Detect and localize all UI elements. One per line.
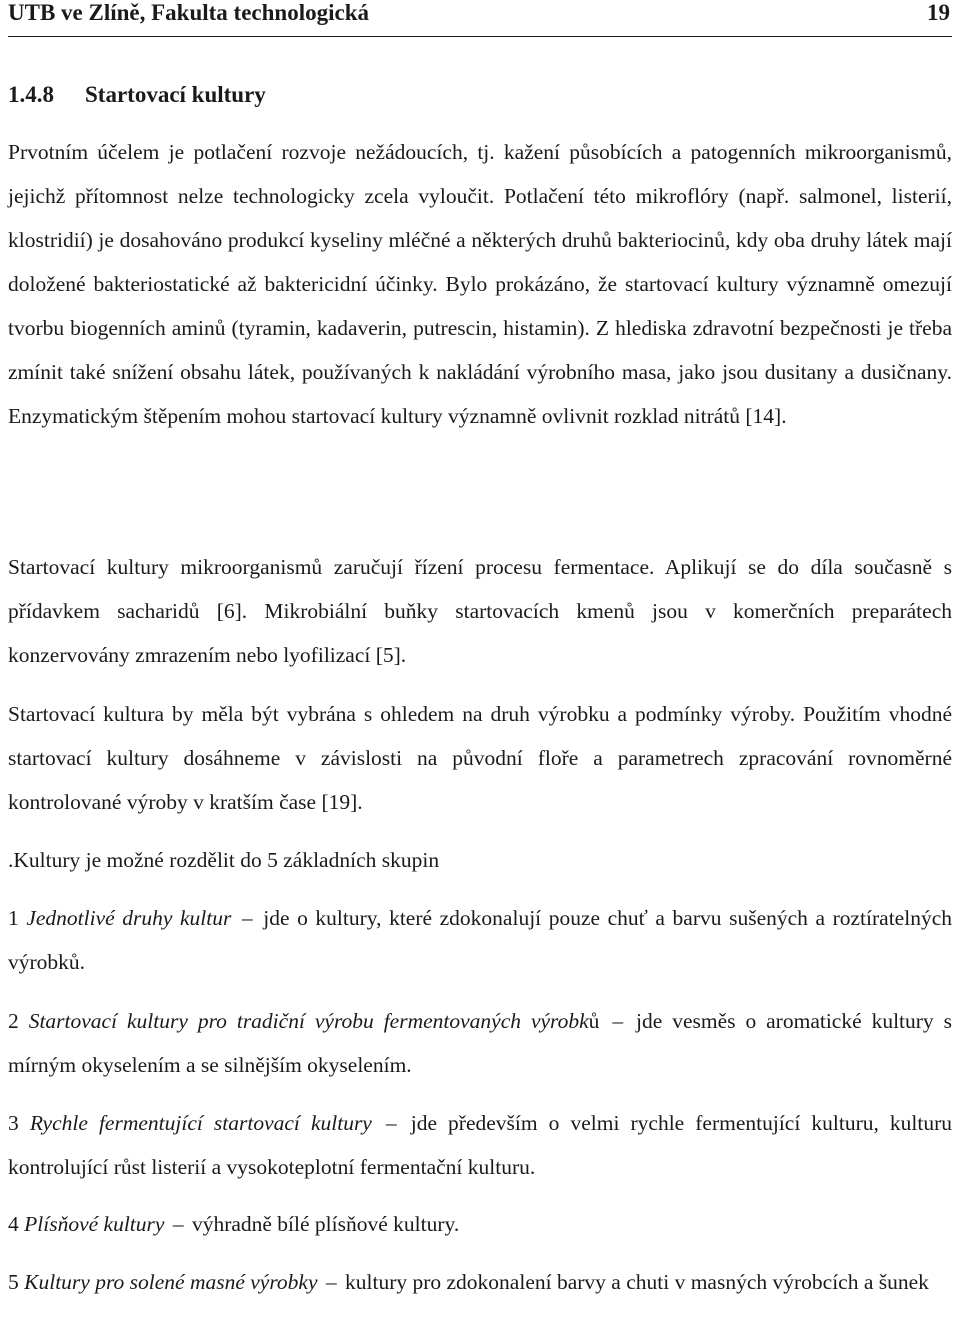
group-item: 2 Startovací kultury pro tradiční výrobu fermentovaných výrobků – jde vesměs o aromatické kultury s mírným okyselením a se silnějším okyselením. [8, 1009, 952, 1077]
group-name: Plísňové kultury [24, 1212, 165, 1236]
dash: – [612, 1009, 624, 1033]
section-title: Startovací kultury [85, 82, 266, 107]
group-description: jde o kultury, které zdokonalují pouze chuť a barvu sušených a roztíratelných výrobků. [8, 906, 952, 974]
group-description: kultury pro zdokonalení barvy a chuti v masných výrobcích a šunek [345, 1270, 929, 1294]
paragraph-groups-intro: .Kultury je možné rozdělit do 5 základních skupin [8, 848, 440, 872]
group-item [8, 1101, 952, 1189]
group-number: 3 [8, 1111, 19, 1135]
group-description: výhradně bílé plísňové kultury. [191, 1212, 460, 1236]
header-title: UTB ve Zlíně, Fakulta technologická [8, 0, 369, 25]
page-number: 19 [927, 0, 950, 25]
dash: – [385, 1111, 397, 1135]
paragraph-fermentation: Startovací kultury mikroorganismů zaručují řízení procesu fermentace. Aplikují se do díla současně s přídavkem sacharidů [6]. Mikrobiální buňky startovacích kmenů jsou v komerčních preparátech konzervovány zmrazením nebo lyofilizací [5]. [8, 555, 952, 667]
group-name: Kultury pro solené masné výrobky [24, 1270, 318, 1294]
group-name: Startovací kultury pro tradiční výrobu fermentovaných výrobk [28, 1009, 589, 1033]
paragraph-selection: Startovací kultura by měla být vybrána s ohledem na druh výrobku a podmínky výroby. Použitím vhodné startovací kultury dosáhneme v závislosti na původní floře a parametrech zpracování rovnoměrné kontrolované výroby v kratším čase [19]. [8, 702, 952, 814]
group-name: Rychle fermentující startovací kultury [29, 1111, 372, 1135]
section-heading [8, 82, 266, 108]
paragraph-intro: Prvotním účelem je potlačení rozvoje nežádoucích, tj. kažení působících a patogenních mikroorganismů, jejichž přítomnost nelze technologicky zcela vyloučit. Potlačení této mikroflóry (např. salmonel, listerií, klostridií) je dosahováno produkcí kyseliny mléčné a některých druhů bakteriocinů, kdy oba druhy látek mají doložené bakteriostatické až baktericidní účinky. Bylo prokázáno, že startovací kultury významně omezují tvorbu biogenních aminů (tyramin, kadaverin, putrescin, histamin). Z hlediska zdravotní bezpečnosti je třeba zmínit také snížení obsahu látek, používaných k nakládání výrobního masa, jako jsou dusitany a dusičnany. Enzymatickým štěpením mohou startovací kultury významně ovlivnit rozklad nitrátů [14]. [8, 140, 952, 428]
group-item [8, 1202, 952, 1246]
group-number: 4 [8, 1212, 19, 1236]
dash: – [325, 1270, 337, 1294]
section-number: 1.4.8 [8, 82, 54, 107]
group-description: jde vesměs o aromatické kultury s mírným okyselením a se silnějším okyselením. [8, 1009, 952, 1077]
group-item [8, 896, 952, 984]
group-description: jde především o velmi rychle fermentující kulturu, kulturu kontrolující růst listerií a vysokoteplotní fermentační kulturu. [8, 1111, 953, 1179]
dash: – [172, 1212, 184, 1236]
group-number: 1 [8, 906, 19, 930]
group-name: Jednotlivé druhy kultur [26, 906, 232, 930]
dash: – [241, 906, 253, 930]
group-number: 2 [8, 1009, 19, 1033]
page-header [8, 0, 952, 37]
group-number: 5 [8, 1270, 19, 1294]
group-item [8, 1260, 952, 1304]
